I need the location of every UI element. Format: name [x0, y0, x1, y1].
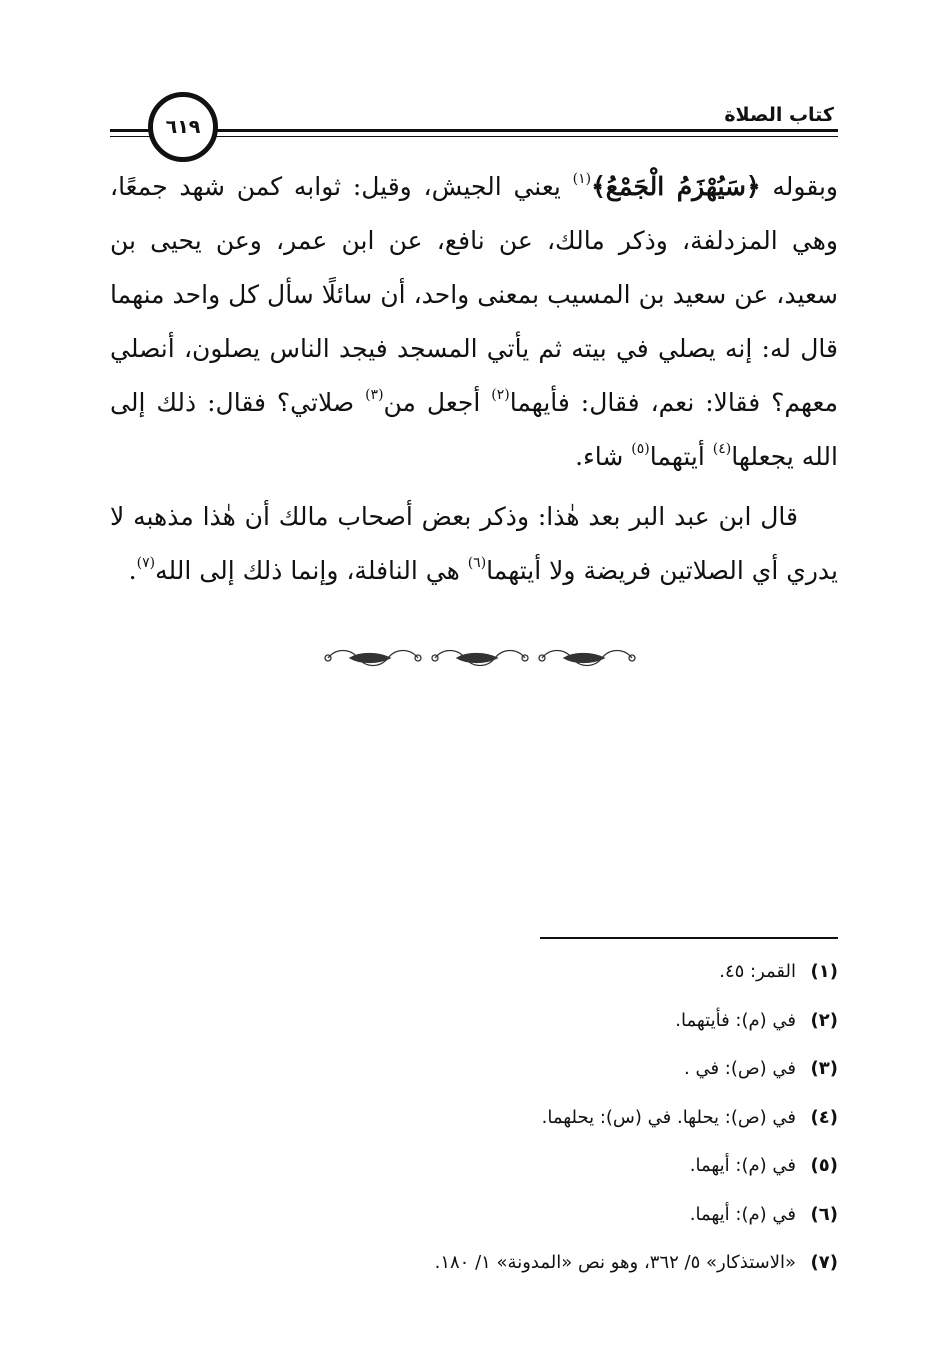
footnote-item — [300, 1191, 838, 1240]
footnote-item — [300, 1142, 838, 1191]
text-segment: . — [128, 556, 137, 585]
footnote-text: في (ص): يحلها. في (س): يحلهما. — [541, 1106, 796, 1128]
footnote-number: (٤) — [810, 1106, 838, 1128]
page-number-badge — [148, 92, 218, 162]
text-segment: صلاتي؟ فقال: ذلك إلى الله يجعلها — [110, 388, 838, 471]
header-rule-thick — [110, 129, 838, 132]
ornament-unit — [325, 651, 421, 666]
footnote-item — [300, 1094, 838, 1143]
footnote-ref-5[interactable]: (٥) — [631, 441, 650, 457]
page-number: ٦١٩ — [165, 116, 201, 138]
footnote-number: (٧) — [810, 1252, 838, 1273]
running-title: كتاب الصلاة — [716, 104, 838, 126]
footnote-ref-1[interactable]: (١) — [572, 171, 592, 187]
text-segment: يعني الجيش، وقيل: ثوابه كمن شهد جمعًا، وهي المزدلفة، وذكر مالك، عن نافع، عن ابن عمر، وعن يحيى بن سعيد، عن سعيد بن المسيب بمعنى واحد، أن سائلًا سأل كل واحد منهما قال له: إنه يصلي في بيته ثم يأتي المسجد فيجد الناس يصلون، أنصلي معهم؟ فقالا: نعم، فقال: فأيهما — [110, 172, 838, 417]
text-segment: وبقوله — [760, 172, 839, 201]
text-segment: أجعل من — [383, 388, 492, 417]
footnotes-list — [300, 948, 838, 1288]
footnote-ref-7[interactable]: (٧) — [136, 555, 156, 571]
footnote-number: (٦) — [810, 1203, 838, 1225]
ornament-unit — [432, 651, 528, 666]
footnote-ref-2[interactable]: (٢) — [491, 387, 510, 403]
footnote-number: (١) — [810, 961, 838, 982]
section-divider-ornament — [320, 642, 640, 674]
footnote-item — [300, 997, 838, 1046]
footnote-number: (٢) — [810, 1009, 838, 1031]
footnote-ref-6[interactable]: (٦) — [467, 555, 487, 571]
footnote-number: (٣) — [810, 1058, 838, 1079]
ornament-unit — [539, 651, 635, 666]
footnote-item — [300, 1239, 838, 1288]
text-segment: هي النافلة، وإنما ذلك إلى الله — [155, 556, 468, 585]
paragraph-2 — [110, 490, 838, 598]
footnote-text: القمر: ٤٥. — [719, 961, 796, 982]
footnote-item — [300, 1045, 838, 1094]
footnote-text: في (م): فأيتهما. — [675, 1009, 796, 1031]
footnote-text: في (م): أيهما. — [689, 1155, 796, 1176]
footnote-text: في (م): أيهما. — [689, 1203, 796, 1225]
main-text — [110, 160, 838, 598]
footnote-separator — [540, 937, 838, 939]
quran-verse: ﴿سَيُهْزَمُ الْجَمْعُ﴾ — [591, 172, 761, 201]
text-segment: قال ابن عبد البر بعد هٰذا: وذكر بعض أصحاب مالك أن هٰذا مذهبه لا يدري أي الصلاتين فريضة ولا أيتهما — [110, 502, 838, 585]
text-segment: شاء. — [575, 442, 632, 471]
footnote-item — [300, 948, 838, 997]
paragraph-1 — [110, 160, 838, 484]
footnote-ref-3[interactable]: (٣) — [365, 387, 384, 403]
footnote-text: في (ص): في . — [684, 1058, 796, 1079]
text-segment: أيتهما — [649, 442, 713, 471]
footnote-number: (٥) — [810, 1155, 838, 1176]
header-rule-thin — [110, 136, 838, 137]
footnote-text: «الاستذكار» ٥/ ٣٦٢، وهو نص «المدونة» ١/ ١٨٠. — [434, 1252, 796, 1273]
footnote-ref-4[interactable]: (٤) — [712, 441, 732, 457]
